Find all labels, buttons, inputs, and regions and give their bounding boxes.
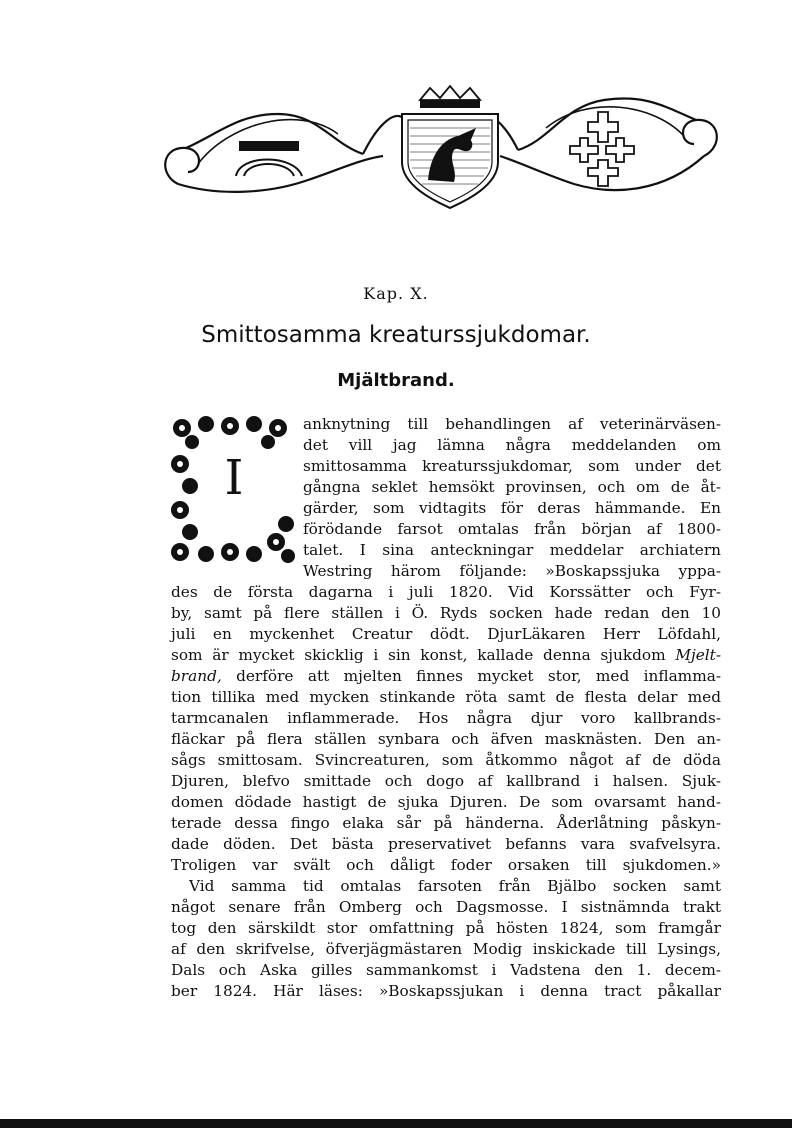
text-line: som är mycket skicklig i sin konst, kallade denna sjukdom Mjelt- [171,646,721,664]
text-line: tion tillika med mycken stinkande röta samt de flesta delar med [171,688,721,706]
coat-of-arms-icon [402,86,498,208]
text-line: smittosamma kreaturssjukdomar, som under det [303,457,721,475]
text-line: talet. I sina anteckningar meddelar archiatern [303,541,721,559]
italic-term: brand, [171,667,222,685]
crosses-emblem-icon [570,112,634,186]
arch-emblem-icon [236,142,302,176]
text-line: juli en myckenhet Creatur dödt. DjurLäkaren Herr Löfdahl, [171,625,721,643]
text-line [171,666,721,687]
chapter-number: Kap. X. [363,284,429,303]
text-line: af den skrifvelse, öfverjägmästaren Modig inskickade till Lysings, [171,940,721,958]
text-line: des de första dagarna i juli 1820. Vid Korssätter och Fyr- [171,583,721,601]
text-line: dade döden. Det bästa preservativet befanns vara svafvelsyra. [171,835,721,853]
decorated-initial [168,414,298,566]
text-line: det vill jag lämna några meddelanden om [303,436,721,454]
ornamental-header [158,84,724,214]
text-line: förödande farsot omtalas från början af 1800- [303,520,721,538]
scan-edge [0,1119,792,1128]
italic-term: Mjelt- [675,646,721,664]
text-line: terade dessa fingo elaka sår på händerna. Åderlåtning påskyn- [171,814,721,832]
initial-letter: I [224,450,244,506]
text-line: tarmcanalen inflammerade. Hos några djur voro kallbrands- [171,709,721,727]
text-line: tog den särskildt stor omfattning på hösten 1824, som framgår [171,919,721,937]
text-line: fläckar på flera ställen synbara och äfven masknästen. Den an- [171,730,721,748]
text-line: domen dödade hastigt de sjuka Djuren. De som ovarsamt hand- [171,793,721,811]
text-line: gångna seklet hemsökt provinsen, och om de åt- [303,478,721,496]
text-line: ber 1824. Här läses: »Boskapssjukan i denna tract påkallar [171,982,721,1000]
text-line: Djuren, blefvo smittade och dogo af kallbrand i halsen. Sjuk- [171,772,721,790]
chapter-title: Smittosamma kreaturssjukdomar. [201,322,591,348]
section-heading: Mjältbrand. [337,370,455,391]
text-line: gärder, som vidtagits för deras hämmande. En [303,499,721,517]
text-line: Dals och Aska gilles sammankomst i Vadstena den 1. decem- [171,961,721,979]
text-line: anknytning till behandlingen af veterinärväsen- [303,415,721,433]
text-line: by, samt på flere ställen i Ö. Ryds socken hade redan den 10 [171,604,721,622]
text-line: något senare från Omberg och Dagsmosse. I sistnämnda trakt [171,898,721,916]
text-line: sågs smittosam. Svincreaturen, som åtkommo något af de döda [171,751,721,769]
text-line: Westring härom följande: »Boskapssjuka yppa- [303,562,721,580]
line-12-rest: derföre att mjelten finnes mycket stor, med inflamma- [221,667,721,685]
text-line: Troligen var svält och dåligt foder orsaken till sjukdomen.» [171,856,721,874]
text-line: Vid samma tid omtalas farsoten från Bjälbo socken samt [189,877,721,895]
